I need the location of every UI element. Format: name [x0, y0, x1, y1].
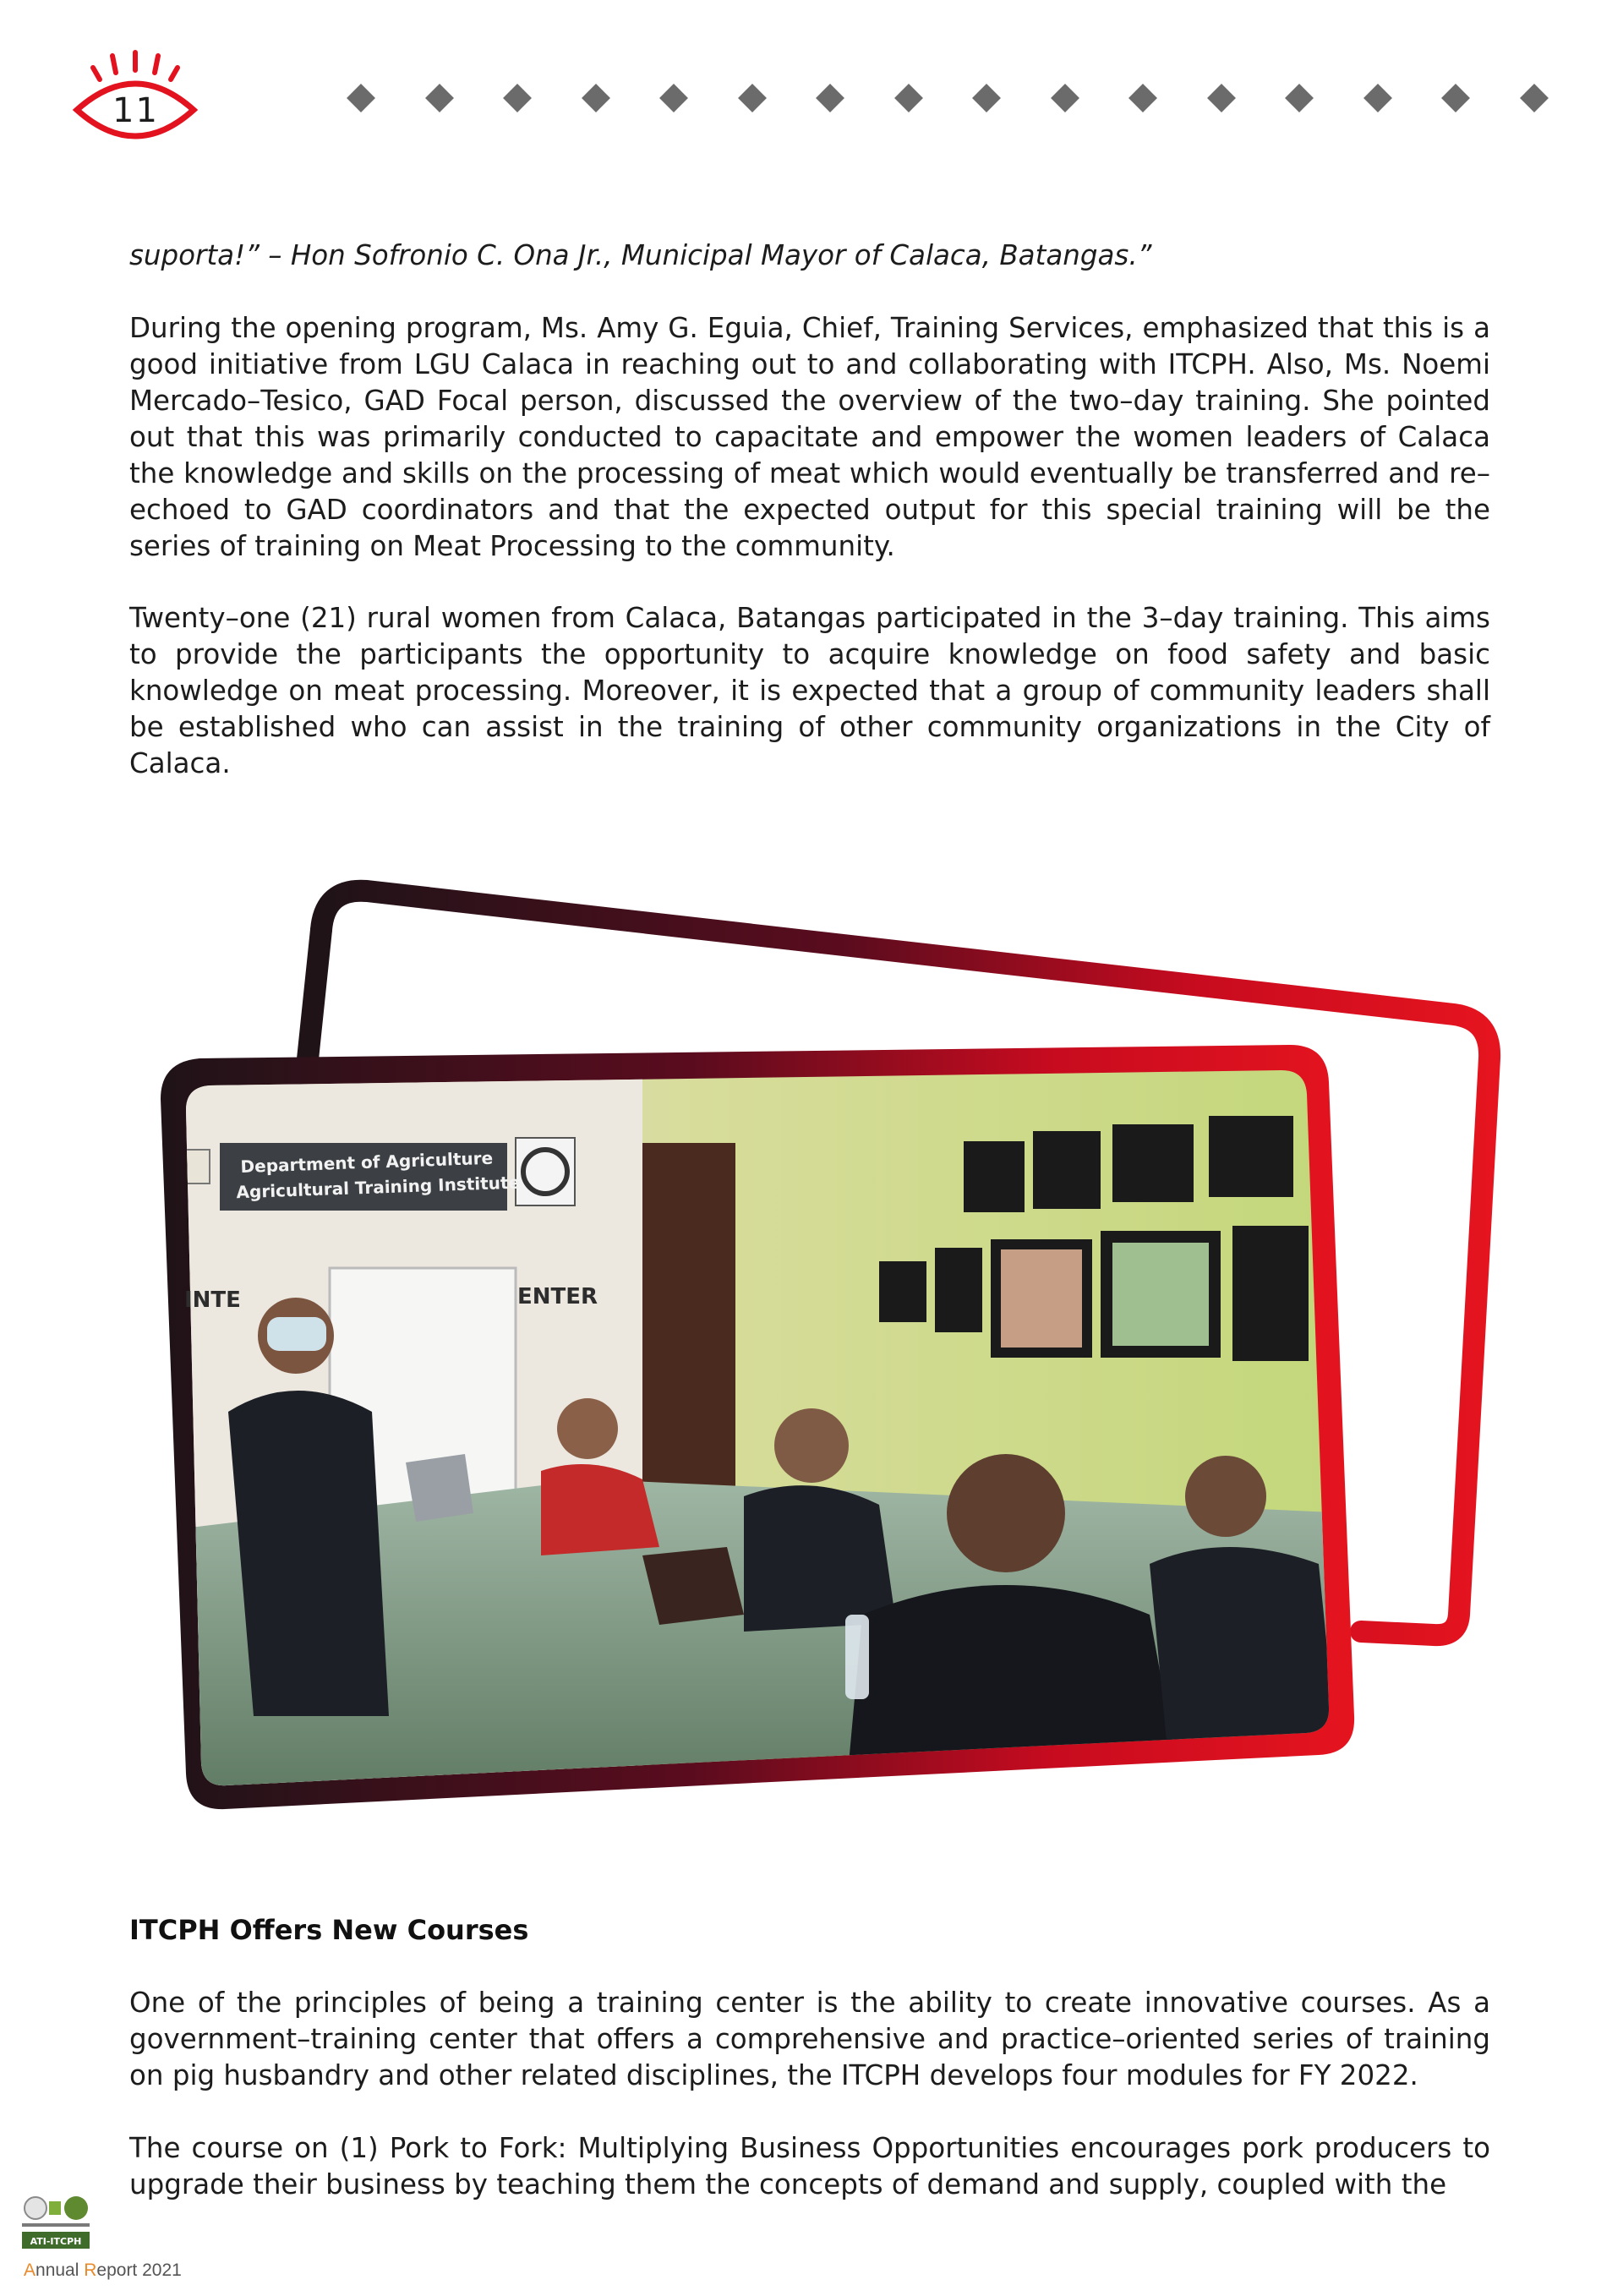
annual-report-label: [24, 2260, 182, 2281]
paragraph-participants: Twenty–one (21) rural women from Calaca, Batangas participated in the 3–day training. This aims to provide the participants the opportunity to acquire knowledge on food safety and basic knowledge on meat processing. Moreover, it is expected that a group of community leaders shall be established who can assist in the training of other community organizations in the City of Calaca.: [129, 602, 1490, 779]
diamond-icon: [425, 84, 454, 112]
diamond-icon: [738, 84, 767, 112]
diamond-icon: [1285, 84, 1314, 112]
report-rest: eport 2021: [96, 2260, 182, 2280]
section-heading: ITCPH Offers New Courses: [129, 1914, 529, 1946]
photo-section: [118, 871, 1505, 1868]
diamond-icon: [582, 84, 610, 112]
banner-line-2: Agricultural Training Institute: [236, 1172, 521, 1203]
photo-frame-graphic: [118, 871, 1505, 1868]
annual-initial: A: [24, 2260, 36, 2280]
report-initial: R: [84, 2260, 97, 2280]
diamond-icon: [1441, 84, 1470, 112]
paragraph-opening-program: During the opening program, Ms. Amy G. Eguia, Chief, Training Services, emphasized that this is a good initiative from LGU Calaca in reaching out to and collaborating with ITCPH. Also, Ms. Noemi Mercado–Tesico, GAD Focal person, discussed the overview of the two–day training. She pointed out that this was primarily conducted to capacitate and empower the women leaders of Calaca the knowledge and skills on the processing of meat which would eventually be transferred and re–echoed to GAD coordinators and that the expected output for this special training will be the series of training on Meat Processing to the community.: [129, 312, 1490, 562]
diamond-icon: [1520, 84, 1549, 112]
diamond-icon: [659, 84, 688, 112]
annual-rest: nnual: [36, 2260, 85, 2280]
diamond-icon: [816, 84, 844, 112]
page-number: 11: [112, 91, 159, 130]
diamond-icon: [1363, 84, 1392, 112]
quote-text: suporta!” – Hon Sofronio C. Ona Jr., Municipal Mayor of Calaca, Batangas.”: [129, 239, 1152, 271]
diamond-icon: [347, 84, 375, 112]
page-footer: [17, 2195, 287, 2288]
diamond-icon: [1051, 84, 1079, 112]
diamond-icon: [894, 84, 923, 112]
decorative-diamond-row: [338, 81, 1623, 115]
wall-text-left: INTE: [184, 1287, 241, 1313]
logo-label: ATI-ITCPH: [30, 2236, 82, 2247]
paragraph-pork-to-fork: The course on (1) Pork to Fork: Multiplying Business Opportunities encourages pork producers to upgrade their business by teaching them the concepts of demand and supply, coupled with the: [129, 2132, 1490, 2200]
diamond-icon: [1128, 84, 1157, 112]
wall-text-right: ENTER: [517, 1284, 598, 1309]
banner-line-1: Department of Agriculture: [240, 1147, 494, 1178]
diamond-icon: [972, 84, 1001, 112]
page-header: [0, 0, 1623, 169]
ati-itcph-logo: [22, 2195, 95, 2255]
diamond-icon: [503, 84, 532, 112]
diamond-icon: [1207, 84, 1236, 112]
paragraph-principles: One of the principles of being a training center is the ability to create innovative courses. As a government–training center that offers a comprehensive and practice–oriented series of training on pig husbandry and other related disciplines, the ITCPH develops four modules for FY 2022.: [129, 1987, 1490, 2091]
